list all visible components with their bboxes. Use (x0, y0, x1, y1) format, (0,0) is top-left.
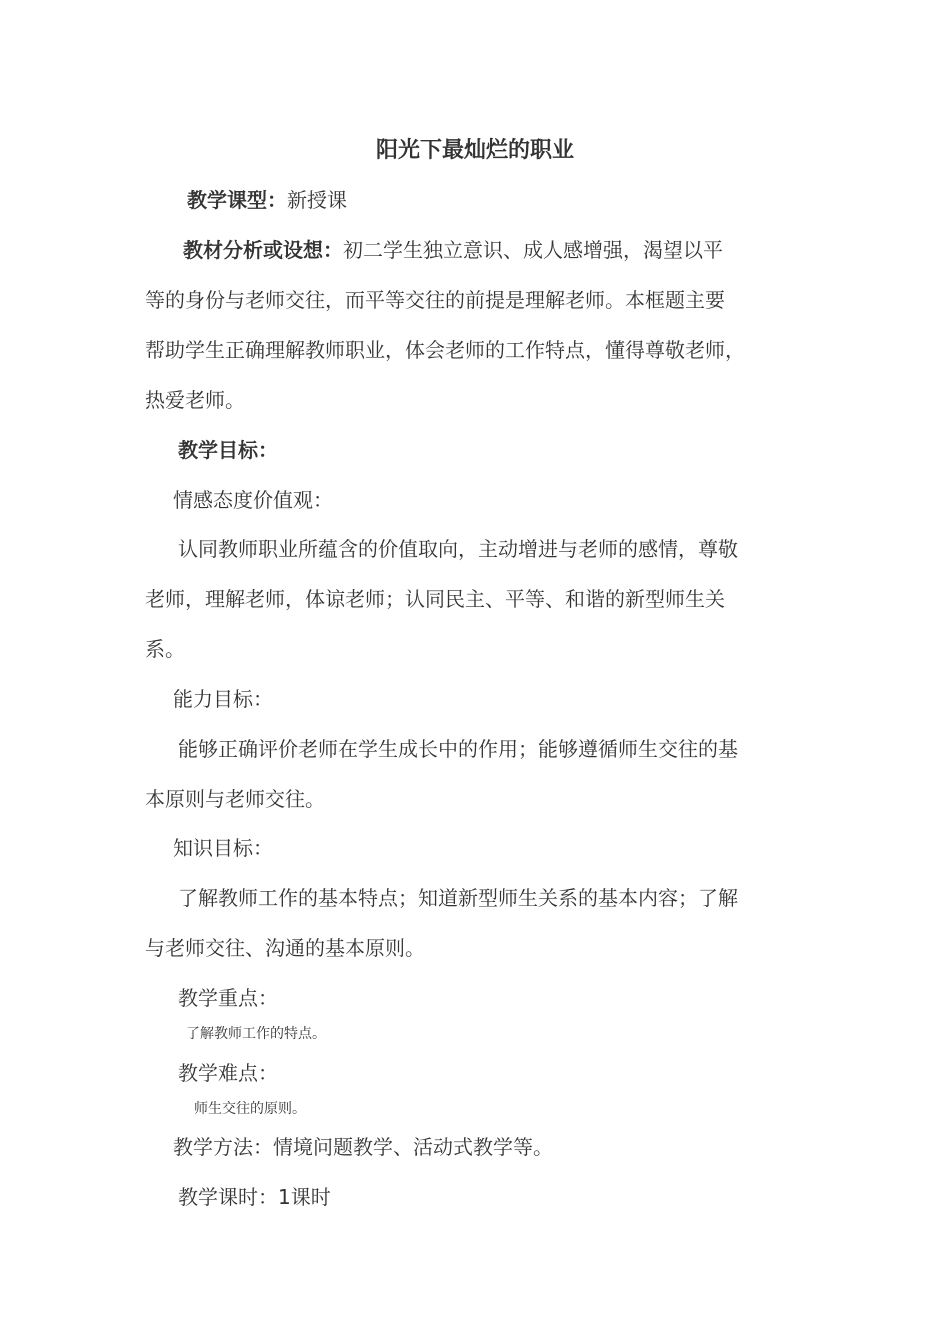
lesson-type-row (187, 186, 347, 214)
analysis-line-2: 等的身份与老师交往，而平等交往的前提是理解老师。本框题主要 (145, 288, 725, 312)
ability-goal-line-1: 能够正确评价老师在学生成长中的作用；能够遵循师生交往的基 (178, 737, 738, 761)
analysis-line-3: 帮助学生正确理解教师职业，体会老师的工作特点，懂得尊敬老师， (145, 338, 745, 362)
analysis-line-4: 热爱老师。 (145, 388, 245, 412)
emotion-goal-label: 情感态度价值观： (173, 488, 333, 512)
key-point-value: 了解教师工作的特点。 (186, 1026, 326, 1042)
document-title: 阳光下最灿烂的职业 (375, 137, 574, 163)
difficulty-value: 师生交往的原则。 (194, 1101, 306, 1117)
ability-goal-line-2: 本原则与老师交往。 (145, 787, 325, 811)
emotion-goal-line-3: 系。 (145, 637, 185, 661)
knowledge-goal-line-1: 了解教师工作的基本特点；知道新型师生关系的基本内容；了解 (178, 886, 738, 910)
knowledge-goal-line-2: 与老师交往、沟通的基本原则。 (145, 936, 425, 960)
lesson-type-value: 新授课 (287, 188, 347, 212)
emotion-goal-line-2: 老师，理解老师，体谅老师；认同民主、平等、和谐的新型师生关 (145, 587, 725, 611)
teaching-method: 教学方法：情境问题教学、活动式教学等。 (173, 1135, 553, 1159)
knowledge-goal-label: 知识目标： (173, 836, 273, 860)
analysis-label: 教材分析或设想： (183, 238, 343, 262)
teaching-hours-unit: 课时 (290, 1185, 331, 1209)
teaching-hours-label: 教学课时： (178, 1185, 278, 1209)
goals-heading: 教学目标： (178, 438, 278, 462)
analysis-line-1: 初二学生独立意识、成人感增强，渴望以平 (343, 238, 723, 262)
lesson-type-label: 教学课型： (187, 188, 287, 212)
emotion-goal-line-1: 认同教师职业所蕴含的价值取向，主动增进与老师的感情，尊敬 (178, 537, 738, 561)
teaching-hours-number: 1 (278, 1185, 291, 1209)
ability-goal-label: 能力目标： (173, 687, 273, 711)
difficulty-label: 教学难点： (178, 1061, 278, 1085)
analysis-row (183, 236, 723, 264)
teaching-hours-row (178, 1183, 331, 1211)
key-point-label: 教学重点： (178, 986, 278, 1010)
